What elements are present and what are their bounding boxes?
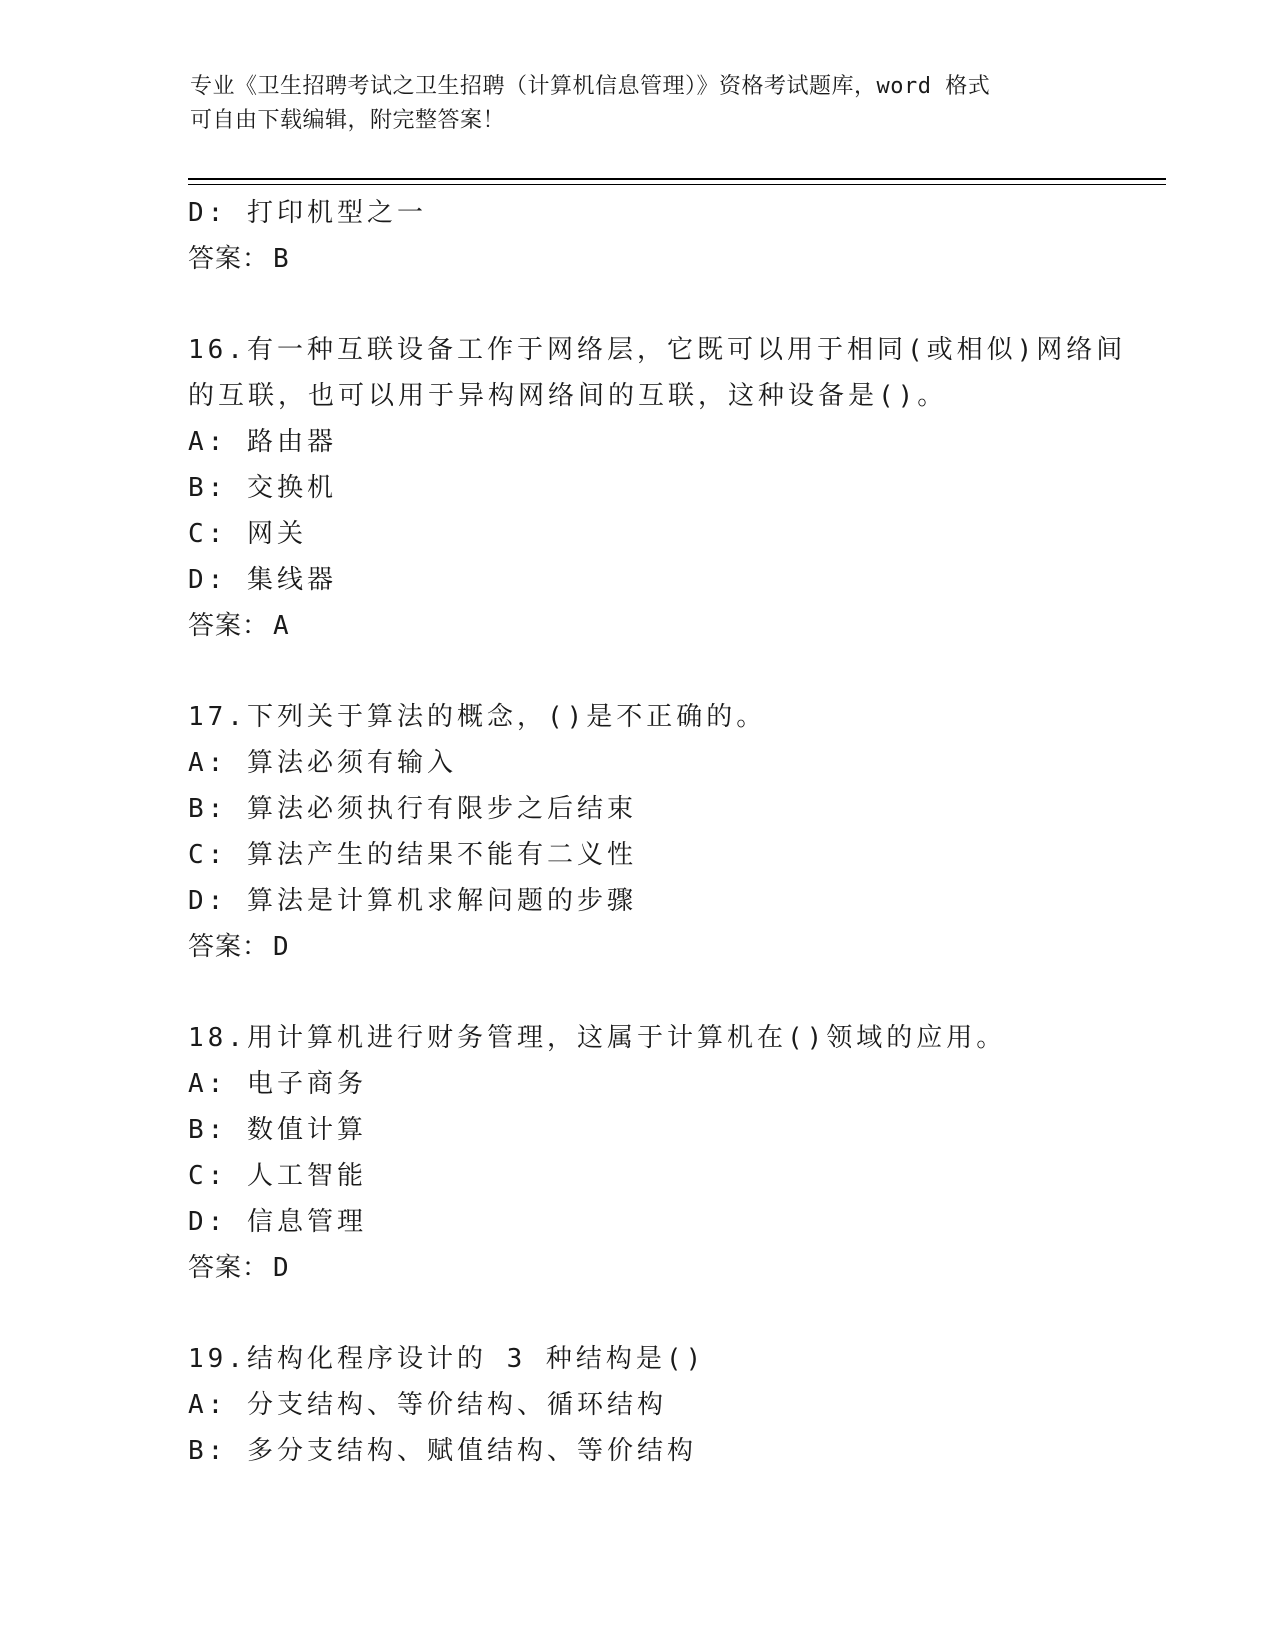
- spacer: [188, 1291, 1128, 1336]
- question-16-stem-line-1: 16.有一种互联设备工作于网络层，它既可以用于相同(或相似)网络间: [188, 335, 1127, 365]
- question-17-option-b: B: 算法必须执行有限步之后结束: [188, 794, 637, 824]
- spacer: [188, 649, 1128, 694]
- question-19-option-a: A: 分支结构、等价结构、循环结构: [188, 1390, 667, 1420]
- question-18-option-b: B: 数值计算: [188, 1115, 367, 1145]
- question-17-option-d: D: 算法是计算机求解问题的步骤: [188, 886, 637, 916]
- question-16-option-a: A: 路由器: [188, 427, 337, 457]
- question-17-option-a: A: 算法必须有输入: [188, 748, 457, 778]
- answer-value: A: [273, 611, 290, 641]
- question-16-stem-line-2: 的互联，也可以用于异构网络间的互联，这种设备是()。: [188, 381, 948, 411]
- answer-label: 答案：: [188, 244, 270, 274]
- question-18-option-c: C: 人工智能: [188, 1161, 367, 1191]
- option-d: D: 打印机型之一: [188, 198, 427, 228]
- question-list: [188, 190, 1128, 1474]
- answer-line: [188, 236, 1128, 282]
- answer-label: 答案：: [188, 932, 270, 962]
- question-19-option-b: B: 多分支结构、赋值结构、等价结构: [188, 1436, 697, 1466]
- document-header: [190, 70, 1090, 138]
- question-16-answer: [188, 603, 1128, 649]
- question-16-option-d: D: 集线器: [188, 565, 337, 595]
- spacer: [188, 282, 1128, 327]
- answer-value: D: [273, 1253, 290, 1283]
- question-19-stem: 19.结构化程序设计的 3 种结构是(): [188, 1344, 706, 1374]
- answer-label: 答案：: [188, 611, 270, 641]
- question-16-option-c: C: 网关: [188, 519, 307, 549]
- question-16-option-b: B: 交换机: [188, 473, 337, 503]
- header-divider-thin: [188, 184, 1166, 185]
- header-line-2: 可自由下载编辑，附完整答案！: [190, 108, 506, 133]
- question-18-stem: 18.用计算机进行财务管理，这属于计算机在()领域的应用。: [188, 1023, 1007, 1053]
- answer-label: 答案：: [188, 1253, 270, 1283]
- question-18-option-d: D: 信息管理: [188, 1207, 367, 1237]
- question-18-option-a: A: 电子商务: [188, 1069, 367, 1099]
- spacer: [188, 970, 1128, 1015]
- header-line-1: 专业《卫生招聘考试之卫生招聘（计算机信息管理）》资格考试题库，word 格式: [190, 74, 991, 99]
- question-18-answer: [188, 1245, 1128, 1291]
- question-17-option-c: C: 算法产生的结果不能有二义性: [188, 840, 637, 870]
- header-divider-thick: [188, 178, 1166, 180]
- answer-value: B: [273, 244, 290, 274]
- question-17-stem: 17.下列关于算法的概念，()是不正确的。: [188, 702, 767, 732]
- question-17-answer: [188, 924, 1128, 970]
- answer-value: D: [273, 932, 290, 962]
